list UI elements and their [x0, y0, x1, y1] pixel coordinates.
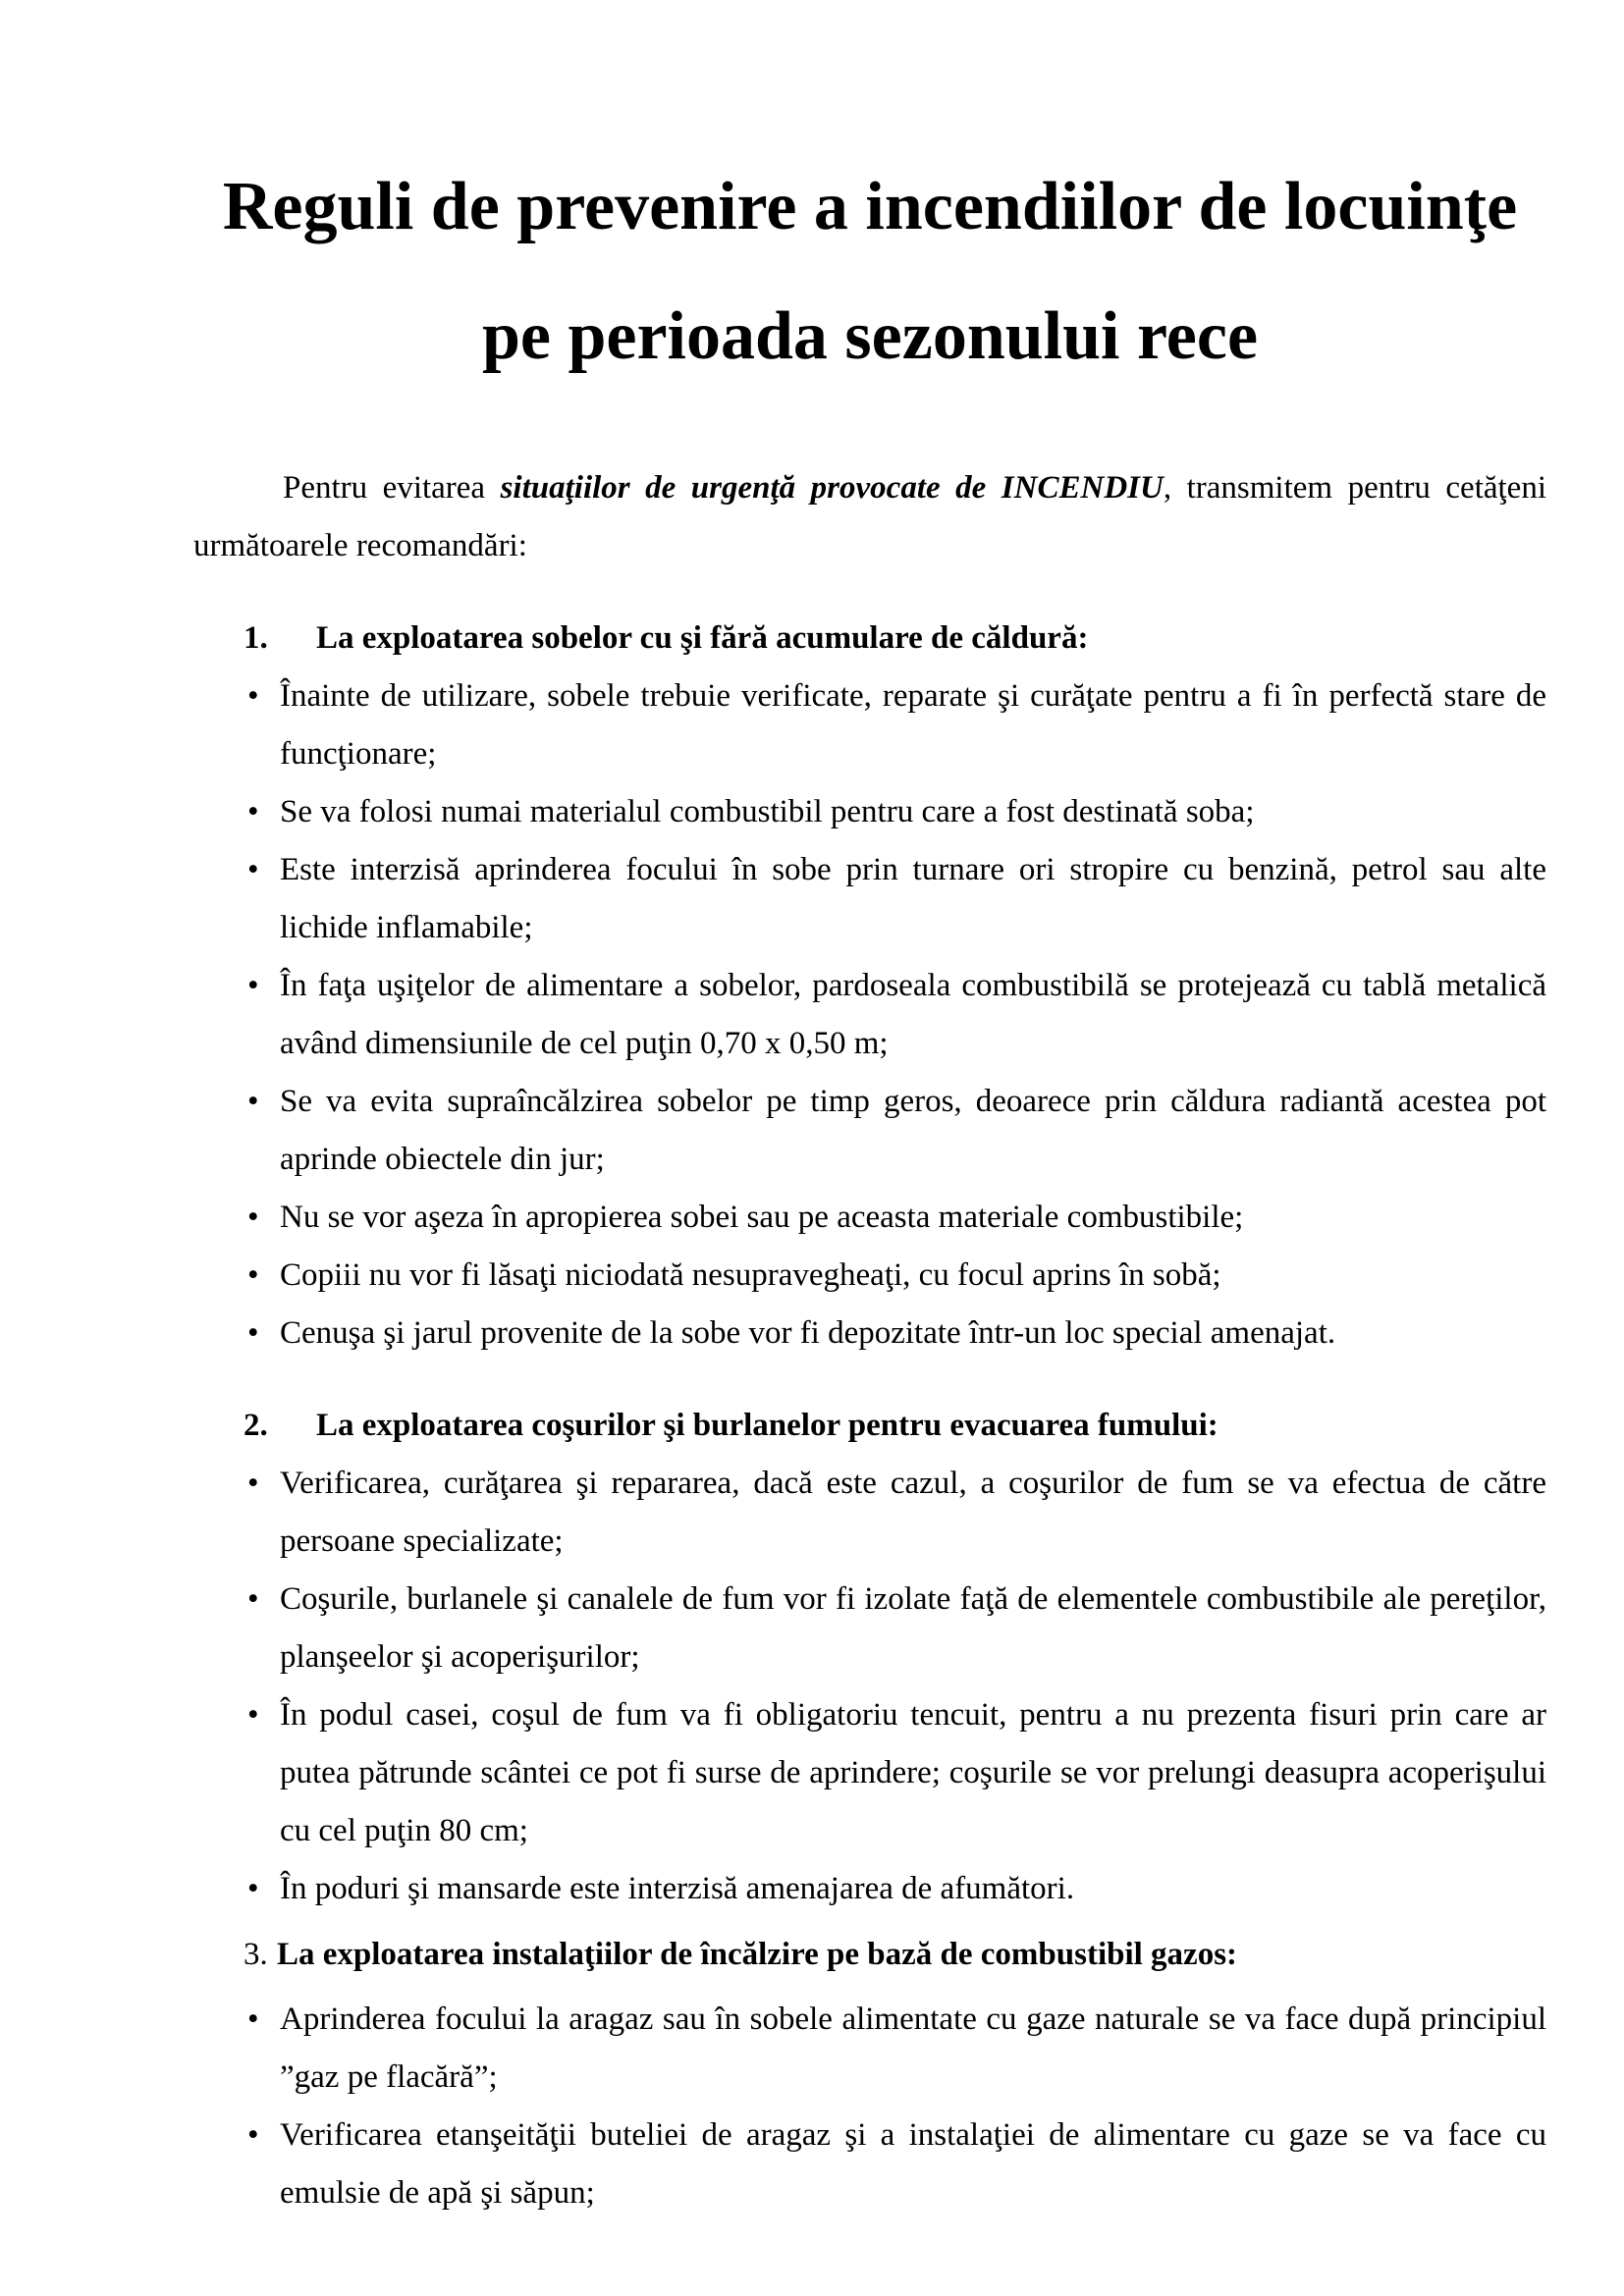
section-heading-text-1: La exploatarea sobelor cu şi fără acumulare de căldură: — [316, 620, 1089, 656]
bullet-text: În podul casei, coşul de fum va fi obligatoriu tencuit, pentru a nu prezenta fisuri prin care ar putea pătrunde scântei ce pot fi surse de aprindere; coşurile se vor prelungi deasupra acoperişului cu cel puţin 80 cm; — [280, 1697, 1546, 1848]
bullet-icon: • — [247, 1466, 259, 1501]
list-item — [193, 957, 1546, 1073]
list-item — [193, 783, 1546, 841]
section-number-3: 3. — [244, 1937, 268, 1972]
bullet-list-section-1 — [193, 667, 1546, 1362]
bullet-icon: • — [247, 1084, 259, 1119]
bullet-text: Copiii nu vor fi lăsaţi niciodată nesupravegheaţi, cu focul aprins în sobă; — [280, 1257, 1221, 1293]
list-item — [193, 667, 1546, 783]
bullet-icon: • — [247, 1315, 259, 1351]
bullet-text: Verificarea etanşeităţii buteliei de aragaz şi a instalaţiei de alimentare cu gaze se va face cu emulsie de apă şi săpun; — [280, 2117, 1546, 2211]
bullet-icon: • — [247, 678, 259, 714]
bullet-icon: • — [247, 1581, 259, 1617]
list-item — [193, 1305, 1546, 1362]
list-item — [193, 1189, 1546, 1247]
intro-text-prefix: Pentru evitarea — [283, 470, 501, 506]
list-item — [193, 1455, 1546, 1571]
bullet-text: Cenuşa şi jarul provenite de la sobe vor fi depozitate într-un loc special amenajat. — [280, 1315, 1336, 1351]
document-title: Reguli de prevenire a incendiilor de locuinţe pe perioada sezonului rece — [222, 169, 1518, 374]
bullet-icon: • — [247, 852, 259, 887]
bullet-text: Coşurile, burlanele şi canalele de fum vor fi izolate faţă de elementele combustibile ale pereţilor, planşeelor şi acoperişurilor; — [280, 1581, 1546, 1675]
bullet-list-section-3 — [193, 1991, 1546, 2222]
list-item — [193, 1686, 1546, 1860]
intro-paragraph — [193, 459, 1546, 575]
section-heading-1 — [193, 610, 1546, 667]
section-heading-3 — [193, 1926, 1546, 1984]
bullet-icon: • — [247, 2002, 259, 2037]
bullet-icon: • — [247, 794, 259, 829]
bullet-text: Este interzisă aprinderea focului în sobe prin turnare ori stropire cu benzină, petrol sau alte lichide inflamabile; — [280, 852, 1546, 945]
section-number-2: 2. — [244, 1408, 268, 1443]
section-heading-text-3: La exploatarea instalaţiilor de încălzire pe bază de combustibil gazos: — [276, 1937, 1238, 1972]
list-item — [193, 1991, 1546, 2107]
bullet-text: Înainte de utilizare, sobele trebuie verificate, reparate şi curăţate pentru a fi în perfectă stare de funcţionare; — [280, 678, 1546, 772]
bullet-text: Se va evita supraîncălzirea sobelor pe timp geros, deoarece prin căldura radiantă acestea pot aprinde obiectele din jur; — [280, 1084, 1546, 1177]
bullet-icon: • — [247, 2117, 259, 2153]
bullet-text: Verificarea, curăţarea şi repararea, dacă este cazul, a coşurilor de fum se va efectua de către persoane specializate; — [280, 1466, 1546, 1559]
list-item — [193, 1860, 1546, 1918]
section-number-1: 1. — [244, 620, 268, 656]
list-item — [193, 2107, 1546, 2222]
bullet-text: Aprinderea focului la aragaz sau în sobele alimentate cu gaze naturale se va face după principiul ”gaz pe flacără”; — [280, 2002, 1546, 2095]
intro-text-suffix: , transmitem pentru cetăţeni următoarele recomandări: — [193, 470, 1546, 563]
bullet-text: În poduri şi mansarde este interzisă amenajarea de afumători. — [280, 1871, 1075, 1906]
section-heading-text-2: La exploatarea coşurilor şi burlanelor pentru evacuarea fumului: — [316, 1408, 1218, 1443]
intro-emphasis: situaţiilor de urgenţă provocate de INCENDIU — [500, 470, 1164, 506]
bullet-text: Se va folosi numai materialul combustibil pentru care a fost destinată soba; — [280, 794, 1255, 829]
list-item — [193, 841, 1546, 957]
bullet-list-section-2 — [193, 1455, 1546, 1918]
list-item — [193, 1073, 1546, 1189]
bullet-text: În faţa uşiţelor de alimentare a sobelor, pardoseala combustibilă se protejează cu tablă metalică având dimensiunile de cel puţin 0,70 x 0,50 m; — [280, 968, 1546, 1061]
bullet-icon: • — [247, 968, 259, 1003]
bullet-icon: • — [247, 1697, 259, 1733]
list-item — [193, 1571, 1546, 1686]
bullet-icon: • — [247, 1200, 259, 1235]
bullet-icon: • — [247, 1871, 259, 1906]
section-heading-2 — [193, 1397, 1546, 1455]
bullet-text: Nu se vor aşeza în apropierea sobei sau pe aceasta materiale combustibile; — [280, 1200, 1244, 1235]
bullet-icon: • — [247, 1257, 259, 1293]
list-item — [193, 1247, 1546, 1305]
